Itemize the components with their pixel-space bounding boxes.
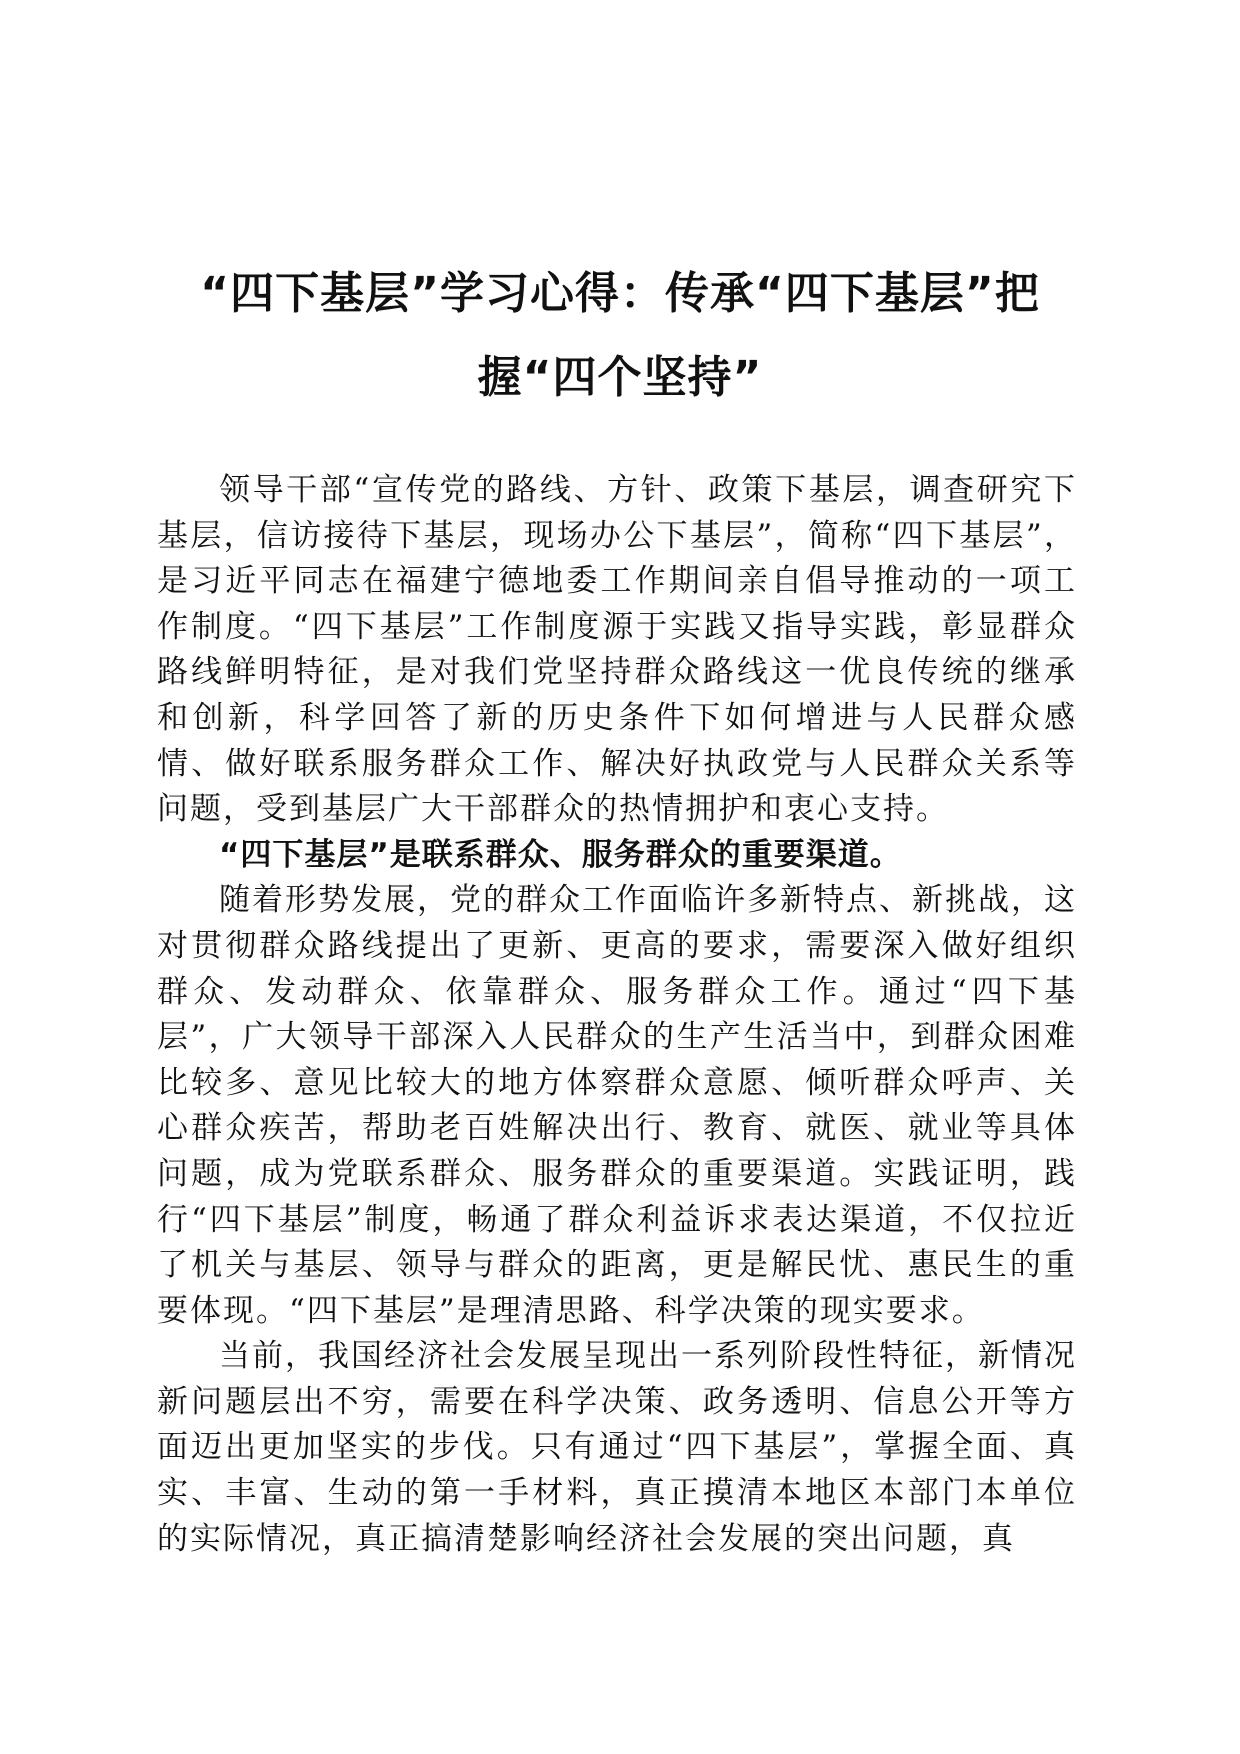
paragraph-contact-masses: 随着形势发展，党的群众工作面临许多新特点、新挑战，这对贯彻群众路线提出了更新、更高的要求，需要深入做好组织群众、发动群众、依靠群众、服务群众工作。通过“四下基层”，广大领导干部深入人民群众的生产生活当中，到群众困难比较多、意见比较大的地方体察群众意愿、倾听群众呼声、关心群众疾苦，帮助老百姓解决出行、教育、就医、就业等具体问题，成为党联系群众、服务群众的重要渠道。实践证明，践行“四下基层”制度，畅通了群众利益诉求表达渠道，不仅拉近了机关与基层、领导与群众的距离，更是解民忧、惠民生的重要体现。“四下基层”是理清思路、科学决策的现实要求。 [157,882,1077,1329]
document-title [150,252,1090,420]
document-title-line-2: 握“四个坚持” [477,352,763,403]
section-heading-contact-masses: “四下基层”是联系群众、服务群众的重要渠道。 [219,836,902,873]
document-body [157,468,1077,1562]
paragraph-current-situation: 当前，我国经济社会发展呈现出一系列阶段性特征，新情况新问题层出不穷，需要在科学决策、政务透明、信息公开等方面迈出更加坚实的步伐。只有通过“四下基层”，掌握全面、真实、丰富、生动的第一手材料，真正摸清本地区本部门本单位的实际情况，真正搞清楚影响经济社会发展的突出问题，真 [157,1338,1077,1557]
document-title-line-1: “四下基层”学习心得：传承“四下基层”把 [200,268,1040,319]
paragraph-intro: 领导干部“宣传党的路线、方针、政策下基层，调查研究下基层，信访接待下基层，现场办公下基层”，简称“四下基层”，是习近平同志在福建宁德地委工作期间亲自倡导推动的一项工作制度。“四下基层”工作制度源于实践又指导实践，彰显群众路线鲜明特征，是对我们党坚持群众路线这一优良传统的继承和创新，科学回答了新的历史条件下如何增进与人民群众感情、做好联系服务群众工作、解决好执政党与人民群众关系等问题，受到基层广大干部群众的热情拥护和衷心支持。 [157,472,1077,828]
